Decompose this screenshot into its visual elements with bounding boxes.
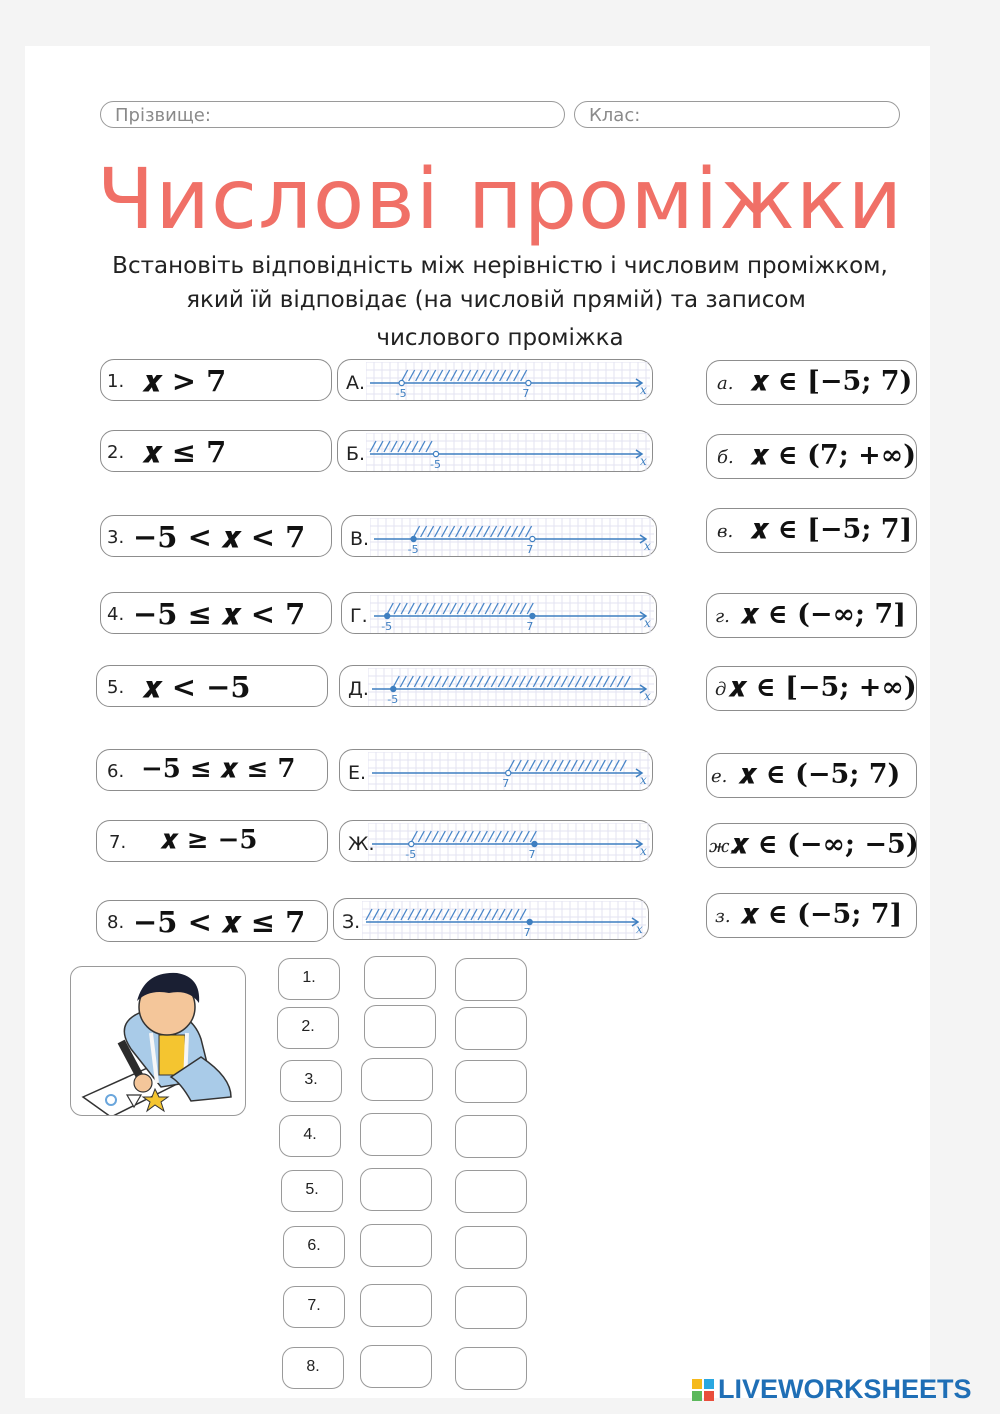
- tick-label: -5: [407, 543, 419, 556]
- filled-point: [527, 919, 532, 924]
- hatch-mark: [564, 760, 570, 771]
- hatch-mark: [585, 760, 591, 771]
- hatch-mark: [380, 909, 386, 920]
- interval-answer-input[interactable]: [455, 1007, 527, 1050]
- hatch-mark: [610, 676, 616, 687]
- answer-label: е.: [711, 766, 728, 787]
- number-line-graphic: [370, 518, 654, 556]
- hatch-mark: [366, 909, 372, 920]
- liveworksheets-logo-text: LIVEWORKSHEETS: [718, 1374, 972, 1404]
- answer-row-number: [280, 1060, 342, 1102]
- hatch-mark: [391, 441, 397, 452]
- hatch-mark: [456, 676, 462, 687]
- hatch-mark: [530, 831, 536, 842]
- number-line-label: Ж.: [348, 833, 375, 855]
- hatch-mark: [620, 760, 626, 771]
- hatch-mark: [387, 603, 393, 614]
- hatch-mark: [550, 760, 556, 771]
- hatch-mark: [458, 370, 464, 381]
- hatch-mark: [491, 526, 497, 537]
- hatch-mark: [400, 676, 406, 687]
- answer-expression: 𝒙 ∈ (−∞; 𝟕]: [741, 599, 906, 630]
- inequality-expression: 𝒙 < −𝟓: [143, 670, 251, 704]
- number-line-h: [333, 898, 649, 940]
- inequality-expression: 𝒙 ≥ −𝟓: [161, 825, 258, 855]
- answer-row-number-label: 2.: [301, 1018, 315, 1035]
- filled-point: [391, 686, 396, 691]
- number-line-f: [339, 749, 653, 791]
- number-line-graphic: [368, 668, 654, 706]
- hatch-mark: [529, 760, 535, 771]
- tick-label: 7: [523, 926, 531, 939]
- instruction-line-1: Встановіть відповідність між нерівністю і числовим проміжком,: [112, 253, 888, 279]
- number-line-a: [337, 359, 653, 401]
- hatch-mark: [526, 676, 532, 687]
- tick-label: 7: [528, 848, 536, 861]
- hatch-mark: [526, 526, 532, 537]
- hatch-mark: [450, 909, 456, 920]
- hatch-mark: [460, 831, 466, 842]
- filled-point: [530, 613, 535, 618]
- hatch-mark: [422, 909, 428, 920]
- liveworksheets-logo: [692, 1374, 972, 1405]
- answer-option-a: [706, 360, 917, 405]
- hatch-mark: [428, 676, 434, 687]
- answer-option-d: [706, 666, 917, 711]
- hatch-mark: [520, 603, 526, 614]
- number-line-answer-input[interactable]: [360, 1224, 432, 1267]
- student-drawing-illustration: [70, 966, 246, 1116]
- number-line-answer-input[interactable]: [360, 1345, 432, 1388]
- surname-field[interactable]: [100, 101, 565, 128]
- number-line-graphic: [370, 595, 654, 633]
- number-line-g: [339, 820, 653, 862]
- hatch-mark: [416, 370, 422, 381]
- inequality-1: [100, 359, 332, 401]
- hatch-mark: [428, 526, 434, 537]
- answer-row-number-label: 4.: [303, 1126, 317, 1143]
- hatch-mark: [512, 526, 518, 537]
- page-title: Числові проміжки: [96, 150, 904, 248]
- instruction-line-2: який їй відповідає (на числовій прямій) та записом: [186, 287, 806, 313]
- number-line-label: Д.: [348, 678, 369, 700]
- interval-answer-input[interactable]: [455, 1060, 527, 1103]
- answer-label: а.: [717, 373, 734, 394]
- inequality-number: 2.: [107, 442, 125, 463]
- hatch-mark: [422, 603, 428, 614]
- number-line-label: З.: [342, 911, 361, 933]
- axis-label: x: [640, 383, 647, 397]
- hatch-mark: [426, 441, 432, 452]
- answer-row-number-label: 7.: [307, 1297, 321, 1314]
- liveworksheets-logo-icon: [692, 1379, 714, 1401]
- inequality-2: [100, 430, 332, 472]
- hatch-mark: [592, 760, 598, 771]
- answer-row-number-label: 1.: [302, 969, 316, 986]
- surname-label: Прізвище:: [115, 105, 211, 126]
- hatch-mark: [498, 676, 504, 687]
- interval-answer-input[interactable]: [455, 1115, 527, 1158]
- filled-point: [532, 841, 537, 846]
- hatch-mark: [484, 526, 490, 537]
- answer-row-number: [279, 1115, 341, 1157]
- answer-row-number: [278, 958, 340, 1000]
- hatch-mark: [479, 370, 485, 381]
- hatch-mark: [470, 676, 476, 687]
- number-line-graphic: [366, 362, 650, 400]
- tick-label: -5: [405, 848, 417, 861]
- answer-option-b: [706, 434, 917, 479]
- hatch-mark: [446, 831, 452, 842]
- interval-answer-input[interactable]: [455, 1347, 527, 1390]
- answer-label: б.: [717, 447, 734, 468]
- answer-expression: 𝒙 ∈ (−∞; −𝟓): [731, 829, 919, 860]
- hatch-mark: [387, 909, 393, 920]
- hatch-mark: [408, 909, 414, 920]
- inequality-6: [96, 749, 328, 791]
- hatch-mark: [561, 676, 567, 687]
- answer-row-number: [282, 1347, 344, 1389]
- hatch-mark: [384, 441, 390, 452]
- inequality-expression: −𝟓 < 𝒙 < 𝟕: [133, 520, 306, 554]
- hatch-mark: [474, 831, 480, 842]
- axis-label: x: [640, 773, 647, 787]
- answer-option-v: [706, 508, 917, 553]
- inequality-number: 4.: [107, 604, 125, 625]
- hatch-mark: [484, 676, 490, 687]
- interval-answer-input[interactable]: [455, 1286, 527, 1329]
- inequality-4: [100, 592, 332, 634]
- hatch-mark: [393, 676, 399, 687]
- answer-label: г.: [715, 606, 730, 627]
- number-line-graphic: [368, 823, 650, 861]
- answer-expression: 𝒙 ∈ [−𝟓; +∞): [729, 672, 917, 703]
- inequality-3: [100, 515, 332, 557]
- inequality-expression: 𝒙 > 𝟕: [143, 364, 227, 398]
- surname-input[interactable]: [221, 104, 554, 126]
- hatch-mark: [499, 909, 505, 920]
- interval-answer-input[interactable]: [455, 958, 527, 1001]
- answer-option-zh: [706, 823, 917, 868]
- hatch-mark: [398, 441, 404, 452]
- hatch-mark: [488, 831, 494, 842]
- hatch-mark: [394, 909, 400, 920]
- answer-expression: 𝒙 ∈ [−𝟓; 𝟕]: [751, 514, 913, 545]
- axis-label: x: [644, 689, 651, 703]
- number-line-graphic: [362, 901, 646, 939]
- hatch-mark: [402, 370, 408, 381]
- inequality-expression: −𝟓 < 𝒙 ≤ 𝟕: [133, 905, 306, 939]
- answer-expression: 𝒙 ∈ (−𝟓; 𝟕): [739, 759, 901, 790]
- number-line-answer-input[interactable]: [360, 1168, 432, 1211]
- number-line-d: [341, 592, 657, 634]
- open-point: [409, 841, 414, 846]
- answer-row-number: [283, 1226, 345, 1268]
- hatch-mark: [414, 676, 420, 687]
- open-point: [399, 380, 404, 385]
- hatch-mark: [412, 441, 418, 452]
- number-line-answer-input[interactable]: [364, 956, 436, 999]
- tick-label: -5: [387, 693, 399, 706]
- number-line-label: Б.: [346, 443, 366, 465]
- hatch-mark: [624, 676, 630, 687]
- tick-label: 7: [522, 387, 530, 400]
- tick-label: 7: [526, 620, 534, 633]
- answer-option-z: [706, 893, 917, 938]
- hatch-mark: [536, 760, 542, 771]
- hatch-mark: [520, 909, 526, 920]
- hatch-mark: [540, 676, 546, 687]
- open-point: [506, 770, 511, 775]
- inequality-expression: −𝟓 ≤ 𝒙 < 𝟕: [133, 597, 306, 631]
- hatch-mark: [514, 370, 520, 381]
- axis-label: x: [640, 454, 647, 468]
- hatch-mark: [617, 676, 623, 687]
- hatch-mark: [394, 603, 400, 614]
- hatch-mark: [442, 676, 448, 687]
- hatch-mark: [516, 831, 522, 842]
- answer-expression: 𝒙 ∈ (𝟕; +∞): [751, 440, 916, 471]
- answer-label: в.: [717, 521, 734, 542]
- filled-point: [385, 613, 390, 618]
- hatch-mark: [499, 603, 505, 614]
- inequality-expression: 𝒙 ≤ 𝟕: [143, 435, 227, 469]
- hatch-mark: [505, 676, 511, 687]
- class-label: Клас:: [589, 105, 641, 126]
- inequality-5: [96, 665, 328, 707]
- hatch-mark: [430, 370, 436, 381]
- axis-label: x: [644, 616, 651, 630]
- number-line-answer-input[interactable]: [364, 1005, 436, 1048]
- hatch-mark: [486, 370, 492, 381]
- hatch-mark: [554, 676, 560, 687]
- hatch-mark: [436, 909, 442, 920]
- answer-row-number-label: 8.: [306, 1358, 320, 1375]
- inequality-number: 5.: [107, 677, 125, 698]
- hatch-mark: [464, 909, 470, 920]
- hatch-mark: [606, 760, 612, 771]
- hatch-mark: [456, 526, 462, 537]
- inequality-number: 7.: [109, 832, 127, 853]
- answer-row-number: [277, 1007, 339, 1049]
- open-point: [433, 451, 438, 456]
- hatch-mark: [492, 603, 498, 614]
- hatch-mark: [508, 760, 514, 771]
- hatch-mark: [481, 831, 487, 842]
- open-point: [530, 536, 535, 541]
- answer-option-h: [706, 593, 917, 638]
- hatch-mark: [443, 909, 449, 920]
- inequality-8: [96, 900, 328, 942]
- number-line-answer-input[interactable]: [360, 1284, 432, 1327]
- hatch-mark: [464, 603, 470, 614]
- number-line-answer-input[interactable]: [361, 1058, 433, 1101]
- answer-row-number-label: 6.: [307, 1237, 321, 1254]
- hatch-mark: [450, 603, 456, 614]
- open-point: [526, 380, 531, 385]
- hatch-mark: [470, 526, 476, 537]
- inequality-number: 8.: [107, 912, 125, 933]
- hatch-mark: [418, 831, 424, 842]
- number-line-b: [337, 430, 653, 472]
- hatch-mark: [444, 370, 450, 381]
- answer-row-number: [283, 1286, 345, 1328]
- hatch-mark: [492, 909, 498, 920]
- number-line-c: [341, 515, 657, 557]
- student-drawing-image: [71, 967, 246, 1116]
- hatch-mark: [423, 370, 429, 381]
- hatch-mark: [522, 760, 528, 771]
- tick-label: 7: [502, 777, 510, 790]
- hatch-mark: [578, 760, 584, 771]
- filled-point: [411, 536, 416, 541]
- hatch-mark: [472, 370, 478, 381]
- tick-label: -5: [395, 387, 407, 400]
- hatch-mark: [500, 370, 506, 381]
- answer-row-number: [281, 1170, 343, 1212]
- number-line-label: В.: [350, 528, 370, 550]
- inequality-7: [96, 820, 328, 862]
- axis-label: x: [640, 844, 647, 858]
- hatch-mark: [414, 526, 420, 537]
- number-line-graphic: [366, 433, 650, 471]
- hatch-mark: [596, 676, 602, 687]
- tick-label: -5: [430, 458, 441, 471]
- hatch-mark: [568, 676, 574, 687]
- class-field[interactable]: [574, 101, 900, 128]
- hatch-mark: [502, 831, 508, 842]
- axis-label: x: [636, 922, 643, 936]
- hatch-mark: [582, 676, 588, 687]
- hatch-mark: [370, 441, 376, 452]
- number-line-label: А.: [346, 372, 366, 394]
- hatch-mark: [449, 676, 455, 687]
- answer-option-e: [706, 753, 917, 798]
- hatch-mark: [506, 603, 512, 614]
- inequality-number: 3.: [107, 527, 125, 548]
- hatch-mark: [478, 909, 484, 920]
- hatch-mark: [435, 526, 441, 537]
- number-line-graphic: [368, 752, 650, 790]
- number-line-e: [339, 665, 657, 707]
- hatch-mark: [443, 603, 449, 614]
- answer-expression: 𝒙 ∈ (−𝟓; 𝟕]: [741, 899, 903, 930]
- inequality-number: 1.: [107, 371, 125, 392]
- interval-answer-input[interactable]: [455, 1226, 527, 1269]
- hatch-mark: [436, 603, 442, 614]
- hatch-mark: [478, 603, 484, 614]
- hatch-mark: [425, 831, 431, 842]
- inequality-number: 6.: [107, 761, 125, 782]
- hatch-mark: [432, 831, 438, 842]
- answer-row-number-label: 3.: [304, 1071, 318, 1088]
- instruction-line-3: числового проміжка: [376, 325, 624, 351]
- answer-expression: 𝒙 ∈ [−𝟓; 𝟕): [751, 366, 913, 397]
- interval-answer-input[interactable]: [455, 1170, 527, 1213]
- answer-label: з.: [715, 906, 731, 927]
- answer-label: д: [715, 679, 727, 700]
- class-input[interactable]: [645, 104, 889, 126]
- inequality-expression: −𝟓 ≤ 𝒙 ≤ 𝟕: [141, 754, 296, 784]
- answer-row-number-label: 5.: [305, 1181, 319, 1198]
- hatch-mark: [408, 603, 414, 614]
- number-line-answer-input[interactable]: [360, 1113, 432, 1156]
- tick-label: 7: [526, 543, 534, 556]
- answer-label: ж.: [709, 836, 736, 857]
- number-line-label: Е.: [348, 762, 367, 784]
- tick-label: -5: [381, 620, 393, 633]
- number-line-label: Г.: [350, 605, 368, 627]
- hatch-mark: [506, 909, 512, 920]
- axis-label: x: [644, 539, 651, 553]
- hatch-mark: [512, 676, 518, 687]
